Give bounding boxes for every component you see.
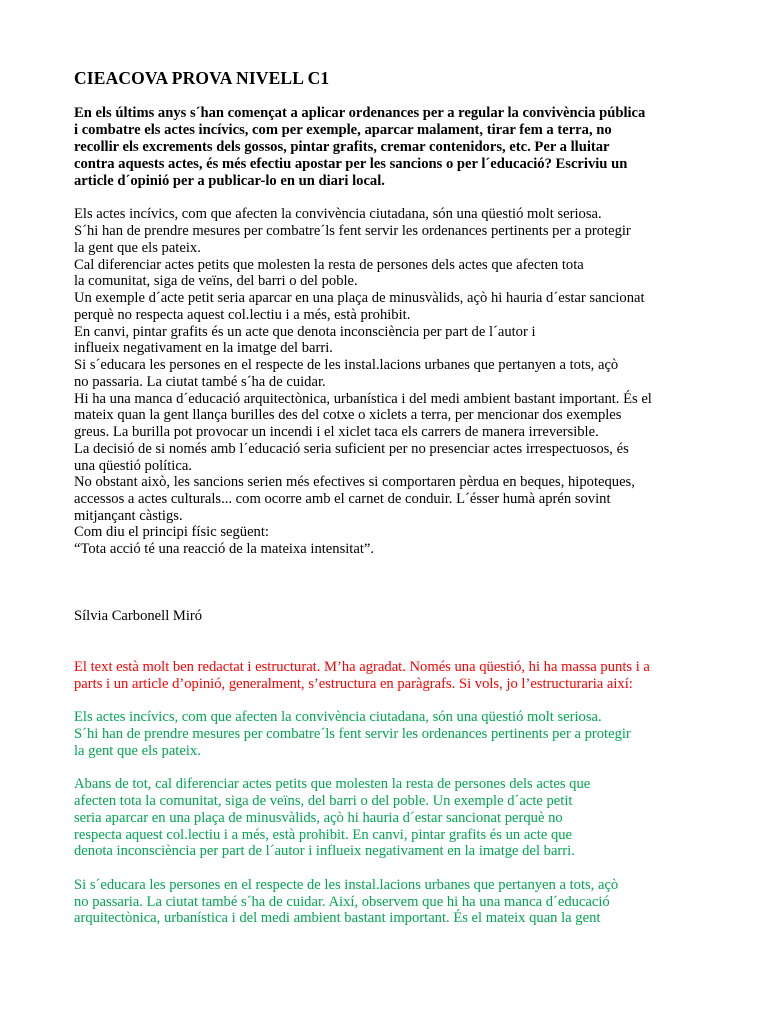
revised-line: seria aparcar en una plaça de minusvàlids, açò hi hauria d´estar sancionat perquè no: [74, 810, 563, 826]
revised-line: Abans de tot, cal diferenciar actes petits que molesten la resta de persones dels actes que: [74, 776, 591, 792]
revised-line: la gent que els pateix.: [74, 743, 201, 759]
essay-line: no passaria. La ciutat també s´ha de cuidar.: [74, 374, 326, 390]
revised-line: denota inconsciència per part de l´autor i influeix negativament en la imatge del barri.: [74, 843, 575, 859]
essay-line: Un exemple d´acte petit seria aparcar en una plaça de minusvàlids, açò hi hauria d´estar sancionat: [74, 290, 645, 306]
revised-line: respecta aquest col.lectiu i a més, està prohibit. En canvi, pintar grafits és un acte que: [74, 827, 573, 843]
essay-line: En canvi, pintar grafits és un acte que denota inconsciència per part de l´autor i: [74, 324, 536, 340]
prompt-line: En els últims anys s´han començat a aplicar ordenances per a regular la convivència pública: [74, 105, 646, 121]
essay-line: No obstant això, les sancions serien més efectives si comportaren pèrdua en beques, hipoteques,: [74, 474, 635, 490]
essay-line: Cal diferenciar actes petits que molesten la resta de persones dels actes que afecten tota: [74, 257, 584, 273]
document-title: CIEACOVA PROVA NIVELL C1: [74, 68, 330, 88]
essay-line: Com diu el principi físic següent:: [74, 524, 269, 540]
essay-line: S´hi han de prendre mesures per combatre´ls fent servir les ordenances pertinents per a protegir: [74, 223, 631, 239]
prompt-line: article d´opinió per a publicar-lo en un diari local.: [74, 173, 385, 189]
essay-line: influeix negativament en la imatge del barri.: [74, 340, 333, 356]
essay-line: una qüestió política.: [74, 458, 192, 474]
essay-line: la gent que els pateix.: [74, 240, 201, 256]
essay-line: “Tota acció té una reacció de la mateixa intensitat”.: [74, 541, 375, 557]
revised-line: Els actes incívics, com que afecten la convivència ciutadana, són una qüestió molt seriosa.: [74, 709, 602, 725]
essay-line: accessos a actes culturals... com ocorre amb el carnet de conduir. L´ésser humà aprén sovint: [74, 491, 611, 507]
essay-line: greus. La burilla pot provocar un incendi i el xiclet taca els carrers de manera irreversible.: [74, 424, 599, 440]
prompt-line: recollir els excrements dels gossos, pintar grafits, cremar contenidors, etc. Per a lluitar: [74, 139, 610, 155]
essay-line: Hi ha una manca d´educació arquitectònica, urbanística i del medi ambient bastant important. És el: [74, 391, 652, 407]
prompt-line: i combatre els actes incívics, com per exemple, aparcar malament, tirar fem a terra, no: [74, 122, 612, 138]
essay-line: Si s´educara les persones en el respecte de les instal.lacions urbanes que pertanyen a tots, açò: [74, 357, 619, 373]
essay-line: la comunitat, siga de veïns, del barri o del poble.: [74, 273, 358, 289]
revised-line: no passaria. La ciutat també s´ha de cuidar. Així, observem que hi ha una manca d´educació: [74, 894, 610, 910]
revised-line: arquitectònica, urbanística i del medi ambient bastant important. És el mateix quan la gent: [74, 910, 601, 926]
essay-line: perquè no respecta aquest col.lectiu i a més, està prohibit.: [74, 307, 411, 323]
revised-line: Si s´educara les persones en el respecte de les instal.lacions urbanes que pertanyen a tots, açò: [74, 877, 619, 893]
essay-line: mateix quan la gent llança burilles des del cotxe o xiclets a terra, per mencionar dos exemples: [74, 407, 622, 423]
essay-line: mitjançant càstigs.: [74, 508, 183, 524]
revised-line: afecten tota la comunitat, siga de veïns, del barri o del poble. Un exemple d´acte petit: [74, 793, 573, 809]
feedback-line: El text està molt ben redactat i estructurat. M’ha agradat. Només una qüestió, hi ha massa punts i a: [74, 659, 650, 675]
essay-line: La decisió de si només amb l´educació seria suficient per no presenciar actes irrespectuosos, és: [74, 441, 629, 457]
feedback-line: parts i un article d’opinió, generalment, s’estructura en paràgrafs. Si vols, jo l’estructuraria així:: [74, 676, 633, 692]
revised-line: S´hi han de prendre mesures per combatre´ls fent servir les ordenances pertinents per a protegir: [74, 726, 631, 742]
author-name: Sílvia Carbonell Miró: [74, 608, 203, 624]
prompt-line: contra aquests actes, és més efectiu apostar per les sancions o per l´educació? Escriviu un: [74, 156, 628, 172]
essay-line: Els actes incívics, com que afecten la convivència ciutadana, són una qüestió molt seriosa.: [74, 206, 602, 222]
